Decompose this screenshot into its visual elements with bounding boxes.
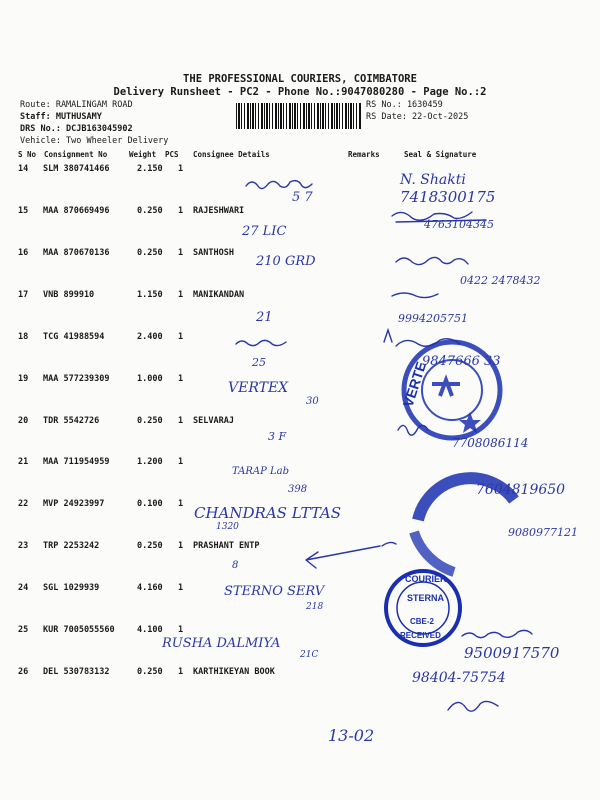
- row-sno: 15: [18, 206, 29, 216]
- hw-r22-addr: CHANDRAS LTTAS: [194, 504, 342, 522]
- barcode: [236, 103, 362, 129]
- row-pcs: 1: [178, 374, 184, 384]
- row-consignment: KUR 7005055560: [43, 625, 115, 635]
- table-row: [0, 667, 600, 679]
- col-remarks: Remarks: [348, 150, 380, 159]
- row-sno: 17: [18, 290, 29, 300]
- row-pcs: 1: [178, 416, 184, 426]
- signature-r26: [448, 701, 498, 711]
- hw-r22-phone: 9080977121: [508, 526, 578, 539]
- row-weight: 4.100: [137, 625, 163, 635]
- row-sno: 25: [18, 625, 29, 635]
- row-pcs: 1: [178, 206, 184, 216]
- row-pcs: 1: [178, 248, 184, 258]
- row-consignment: MAA 870669496: [43, 206, 110, 216]
- row-pcs: 1: [178, 625, 184, 635]
- vehicle-label: Vehicle: Two Wheeler Delivery: [20, 136, 169, 146]
- col-sno: S No: [18, 150, 37, 159]
- col-weight: Weight: [129, 150, 157, 159]
- row-consignment: SLM 380741466: [43, 164, 110, 174]
- stamp-name: STERNA: [407, 593, 445, 603]
- hw-r14-name: N. Shakti: [400, 172, 466, 188]
- table-row: [0, 457, 600, 469]
- row-pcs: 1: [178, 499, 184, 509]
- row-consignment: MAA 711954959: [43, 457, 110, 467]
- row-consignment: MAA 577239309: [43, 374, 110, 384]
- row-consignee: KARTHIKEYAN BOOK: [193, 667, 275, 677]
- row-sno: 14: [18, 164, 29, 174]
- row-consignment: VNB 899910: [43, 290, 95, 300]
- row-consignment: TDR 5542726: [43, 416, 100, 426]
- row-consignee: PRASHANT ENTP: [193, 541, 260, 551]
- row-weight: 0.250: [137, 248, 163, 258]
- table-row: [0, 332, 600, 344]
- hw-r15-addr: 27 LIC: [242, 224, 287, 239]
- stamp-courier: COURIER: [405, 574, 447, 584]
- row-consignee: MANIKANDAN: [193, 290, 245, 300]
- row-sno: 20: [18, 416, 29, 426]
- row-weight: 4.160: [137, 583, 163, 593]
- hw-r19-addr: VERTEX: [228, 380, 289, 396]
- hw-r14-phone: 7418300175: [400, 188, 496, 206]
- row-sno: 16: [18, 248, 29, 258]
- hw-r18-phone: 9847666 33: [422, 354, 501, 369]
- rs-date: RS Date: 22-Oct-2025: [366, 112, 469, 122]
- row-sno: 18: [18, 332, 29, 342]
- table-row: [0, 416, 600, 428]
- row-sno: 22: [18, 499, 29, 509]
- hw-r16-phone: 0422 2478432: [460, 274, 541, 287]
- hw-r16-addr: 210 GRD: [256, 254, 316, 269]
- col-consignment: Consignment No: [44, 150, 108, 159]
- row-consignment: TCG 41988594: [43, 332, 105, 342]
- row-pcs: 1: [178, 541, 184, 551]
- row-sno: 19: [18, 374, 29, 384]
- row-weight: 0.250: [137, 541, 163, 551]
- page-title: THE PROFESSIONAL COURIERS, COIMBATORE: [183, 73, 417, 85]
- row-consignment: TRP 2253242: [43, 541, 100, 551]
- row-pcs: 1: [178, 583, 184, 593]
- hw-r18-addr: 25: [252, 356, 266, 369]
- row-sno: 23: [18, 541, 29, 551]
- hw-r21-phone: 7604819650: [476, 482, 566, 498]
- row-pcs: 1: [178, 457, 184, 467]
- staff-label: Staff: MUTHUSAMY: [20, 112, 102, 122]
- row-weight: 1.200: [137, 457, 163, 467]
- row-sno: 24: [18, 583, 29, 593]
- row-pcs: 1: [178, 164, 184, 174]
- table-row: [0, 625, 600, 637]
- col-consignee: Consignee Details: [193, 150, 270, 159]
- hw-r21-addr: TARAP Lab: [232, 466, 290, 477]
- table-row: [0, 290, 600, 302]
- stamp-code: CBE-2: [410, 617, 435, 626]
- col-pcs: PCS: [165, 150, 179, 159]
- hw-r19-no: 30: [306, 396, 319, 407]
- hw-r15-phone: 4763104345: [424, 218, 494, 231]
- hw-r20-phone: 7708086114: [452, 436, 529, 450]
- row-weight: 1.150: [137, 290, 163, 300]
- row-weight: 0.250: [137, 667, 163, 677]
- row-consignee: SELVARAJ: [193, 416, 234, 426]
- route-label: Route: RAMALINGAM ROAD: [20, 100, 133, 110]
- row-weight: 2.400: [137, 332, 163, 342]
- col-seal: Seal & Signature: [404, 150, 477, 159]
- table-row: [0, 164, 600, 176]
- page-subtitle: Delivery Runsheet - PC2 - Phone No.:9047080280 - Page No.:2: [113, 86, 487, 98]
- row-weight: 2.150: [137, 164, 163, 174]
- row-pcs: 1: [178, 332, 184, 342]
- row-weight: 0.250: [137, 206, 163, 216]
- row-consignment: MVP 24923997: [43, 499, 105, 509]
- row-sno: 21: [18, 457, 29, 467]
- table-row: [0, 541, 600, 553]
- row-weight: 0.100: [137, 499, 163, 509]
- hw-r22-no: 1320: [216, 522, 239, 532]
- hw-r23-addr: 8: [232, 560, 239, 571]
- hw-r25-addr: RUSHA DALMIYA: [162, 636, 281, 651]
- hw-r17-addr: 21: [256, 310, 273, 325]
- row-consignment: SGL 1029939: [43, 583, 100, 593]
- vertex-stamp-text: VERTE: [399, 359, 430, 409]
- hw-r25-no: 21C: [300, 650, 319, 660]
- row-consignment: DEL 530783132: [43, 667, 110, 677]
- row-sno: 26: [18, 667, 29, 677]
- scribble-r14-name: [246, 181, 312, 189]
- table-row: [0, 374, 600, 386]
- hw-r24-addr: STERNO SERV: [224, 584, 325, 599]
- hw-r21-no: 398: [288, 484, 308, 495]
- hw-r26-phone: 98404-75754: [412, 670, 506, 686]
- row-pcs: 1: [178, 667, 184, 677]
- hw-r20-addr: 3 F: [268, 430, 287, 443]
- row-consignee: RAJESHWARI: [193, 206, 245, 216]
- row-weight: 0.250: [137, 416, 163, 426]
- table-row: [0, 206, 600, 218]
- drs-label: DRS No.: DCJB163045902: [20, 124, 133, 134]
- row-weight: 1.000: [137, 374, 163, 384]
- row-pcs: 1: [178, 290, 184, 300]
- hw-r14-addr: 5 7: [292, 190, 313, 205]
- row-consignee: SANTHOSH: [193, 248, 234, 258]
- hw-bottom-number: 13-02: [328, 726, 375, 745]
- hw-r17-phone: 9994205751: [398, 312, 468, 325]
- rs-number: RS No.: 1630459: [366, 100, 443, 110]
- hw-r24-no: 218: [306, 602, 324, 612]
- row-consignment: MAA 870670136: [43, 248, 110, 258]
- stamp-received: RECEIVED: [400, 631, 441, 640]
- hw-r25-phone: 9500917570: [464, 644, 560, 662]
